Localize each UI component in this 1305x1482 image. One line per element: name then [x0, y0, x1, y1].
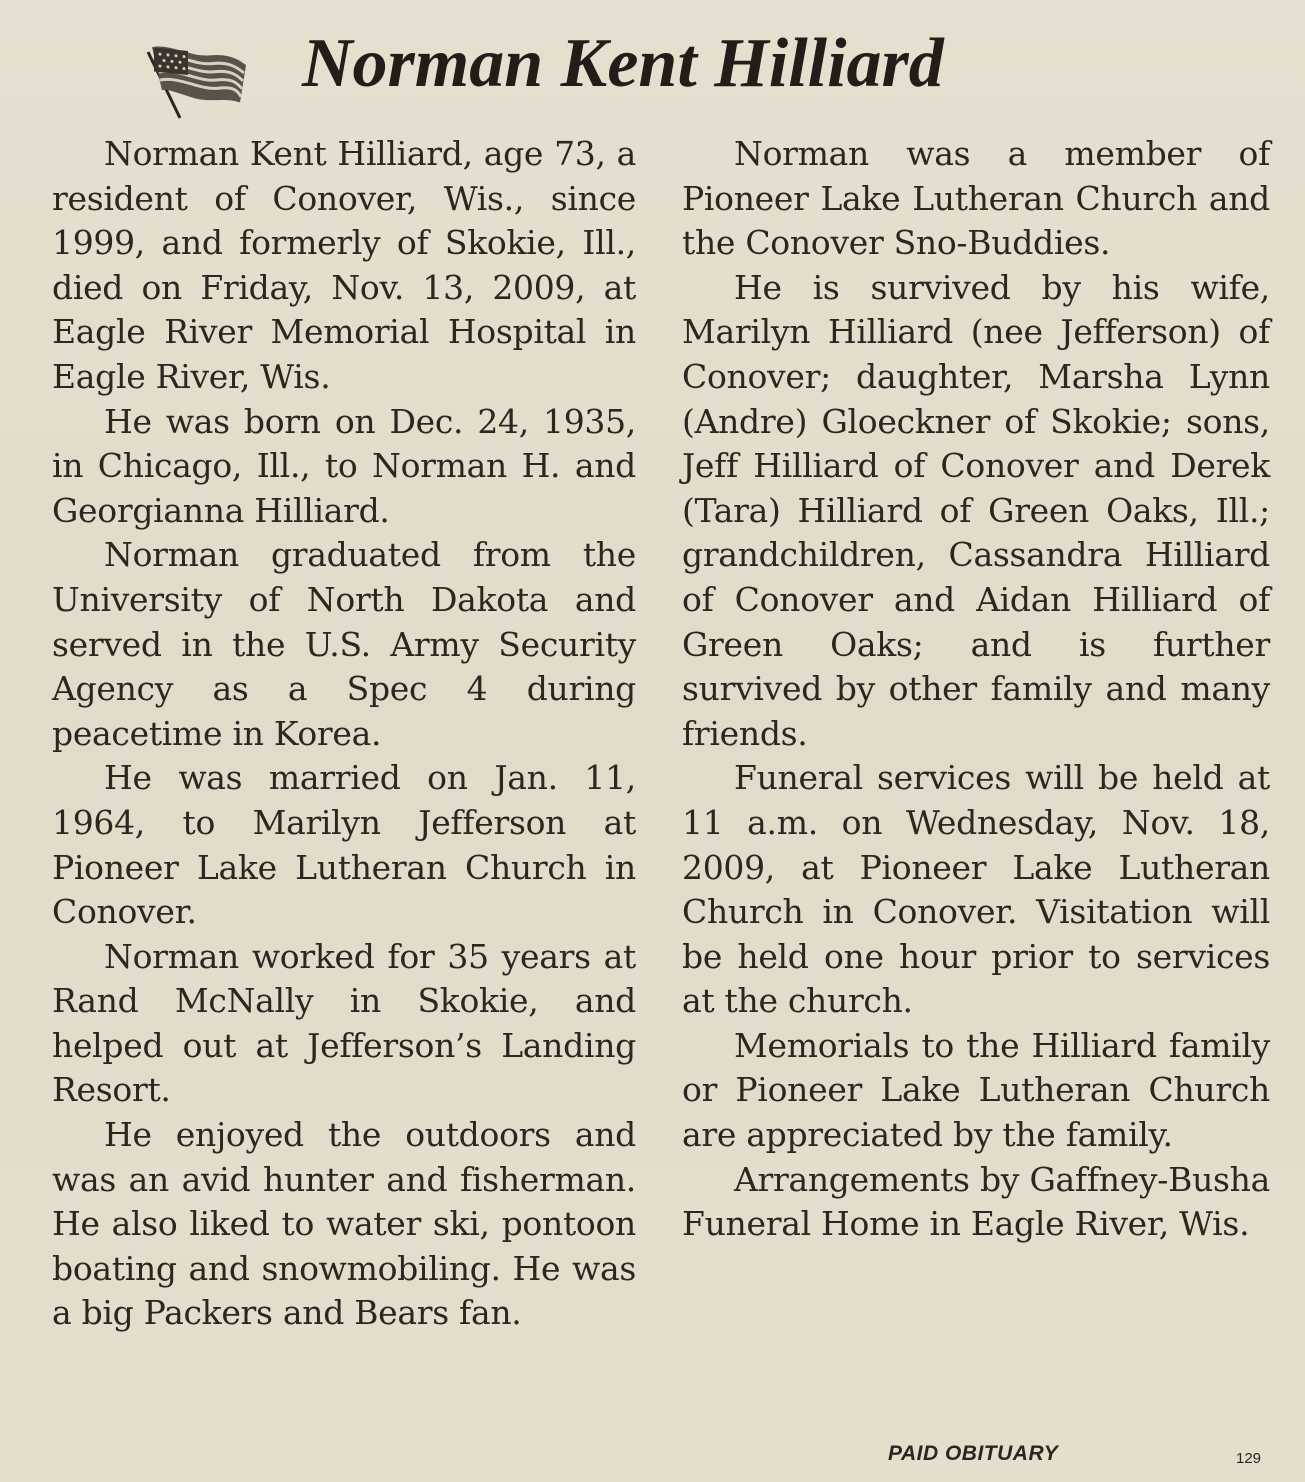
paragraph-arrangements: Arrangements by Gaffney-Busha Funeral Home in Eagle River, Wis.: [682, 1159, 1270, 1244]
paragraph-hobbies: He enjoyed the outdoors and was an avid hunter and fisherman. He also liked to water ski, pontoon boating and snowmobiling. He was a big Packers and Bears fan.: [52, 1115, 636, 1333]
paid-obituary-label: PAID OBITUARY: [888, 1442, 1059, 1465]
header: [130, 18, 1030, 118]
american-flag-icon: [140, 40, 250, 120]
left-column: [52, 132, 636, 1336]
paragraph-death: Norman Kent Hilliard, age 73, a resident of Conover, Wis., since 1999, and formerly of Skokie, Ill., died on Friday, Nov. 13, 2009, at Eagle River Memorial Hospital in Eagle River, Wis.: [52, 134, 636, 396]
paragraph-membership: Norman was a member of Pioneer Lake Lutheran Church and the Conover Sno-Buddies.: [682, 134, 1270, 263]
paragraph-marriage: He was married on Jan. 11, 1964, to Marilyn Jefferson at Pioneer Lake Lutheran Church in Conover.: [52, 758, 636, 932]
paragraph-work: Norman worked for 35 years at Rand McNally in Skokie, and helped out at Jefferson’s Landing Resort.: [52, 936, 636, 1110]
paragraph-education: Norman graduated from the University of North Dakota and served in the U.S. Army Security Agency as a Spec 4 during peacetime in Korea.: [52, 535, 636, 753]
paragraph-funeral: Funeral services will be held at 11 a.m. on Wednesday, Nov. 18, 2009, at Pioneer Lake Lutheran Church in Conover. Visitation will be held one hour prior to services at the church.: [682, 758, 1270, 1021]
page-number: 129: [1236, 1450, 1262, 1467]
paragraph-memorials: Memorials to the Hilliard family or Pioneer Lake Lutheran Church are appreciated by the family.: [682, 1025, 1270, 1155]
paragraph-birth: He was born on Dec. 24, 1935, in Chicago, Ill., to Norman H. and Georgianna Hilliard.: [52, 401, 636, 530]
right-column: [682, 132, 1270, 1247]
obituary-title: Norman Kent Hilliard: [302, 25, 944, 102]
paragraph-survivors: He is survived by his wife, Marilyn Hilliard (nee Jefferson) of Conover; daughter, Marsha Lynn (Andre) Gloeckner of Skokie; sons, Jeff Hilliard of Conover and Derek (Tara) Hilliard of Green Oaks, Ill.; grandchildren, Cassandra Hilliard of Conover and Aidan Hilliard of Green Oaks; and is further survived by other family and many friends.: [682, 267, 1270, 753]
